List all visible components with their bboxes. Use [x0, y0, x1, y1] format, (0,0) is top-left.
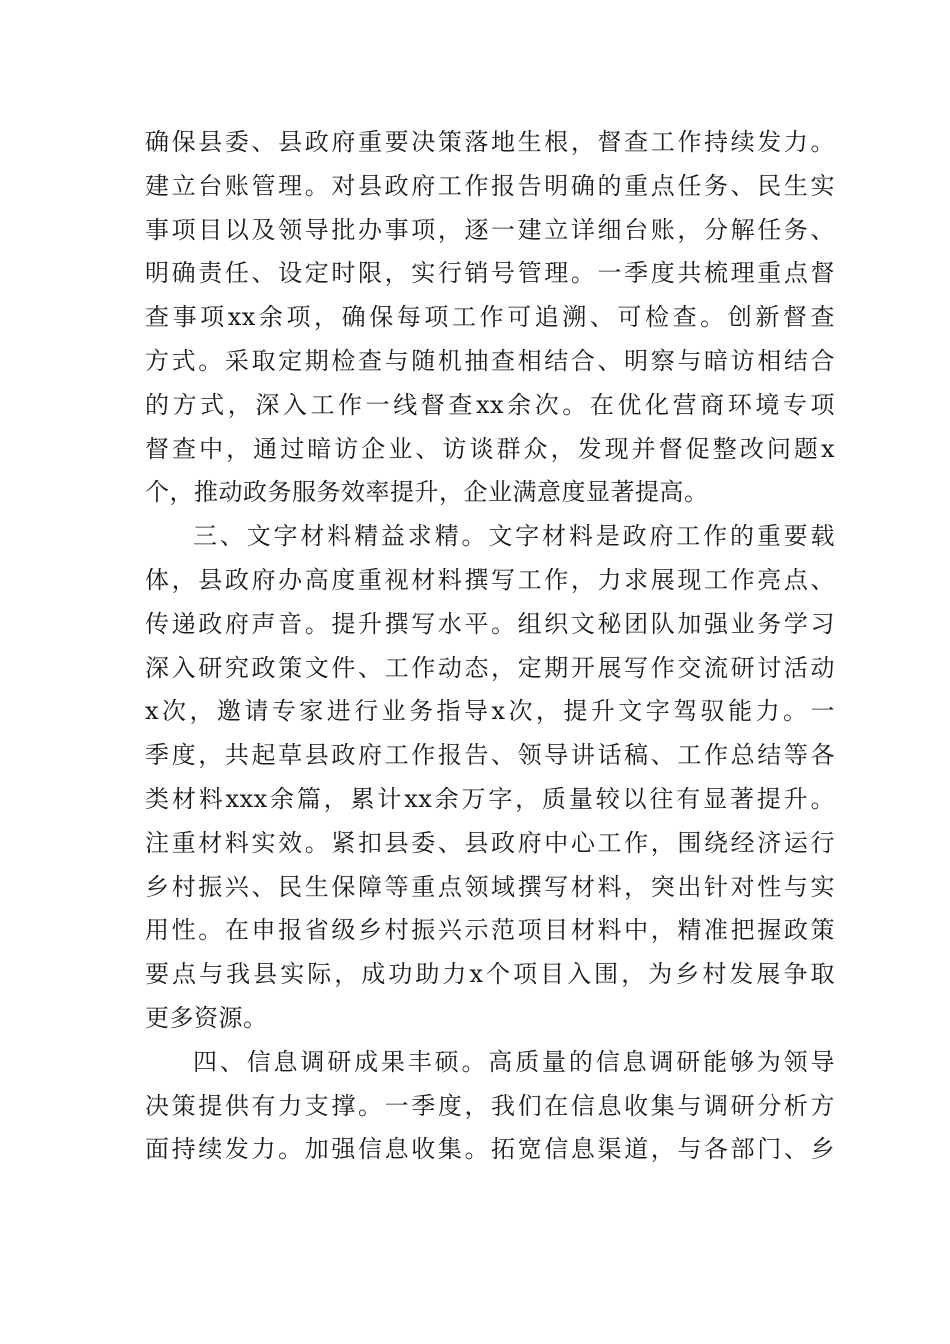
text-line: 面持续发力。加强信息收集。拓宽信息渠道，与各部门、乡	[145, 1135, 835, 1164]
text-line: 注重材料实效。紧扣县委、县政府中心工作，围绕经济运行	[145, 828, 835, 857]
text-line: 督查中，通过暗访企业、访谈群众，发现并督促整改问题x	[145, 434, 835, 463]
text-line: 体，县政府办高度重视材料撰写工作，力求展现工作亮点、	[145, 565, 835, 594]
text-line: 类材料xxx余篇，累计xx余万字，质量较以往有显著提升。	[145, 784, 835, 813]
section-heading-line: 四、信息调研成果丰硕。高质量的信息调研能够为领导	[193, 1047, 835, 1076]
text-line: 的方式，深入工作一线督查xx余次。在优化营商环境专项	[145, 390, 835, 419]
text-line: 传递政府声音。提升撰写水平。组织文秘团队加强业务学习	[145, 609, 835, 638]
text-line: x次，邀请专家进行业务指导x次，提升文字驾驭能力。一	[145, 697, 835, 726]
paragraph-supervision	[145, 121, 835, 515]
text-line: 更多资源。	[145, 1003, 268, 1032]
text-line: 明确责任、设定时限，实行销号管理。一季度共梳理重点督	[145, 259, 835, 288]
text-line: 季度，共起草县政府工作报告、领导讲话稿、工作总结等各	[145, 741, 835, 770]
document-body	[145, 121, 835, 1172]
text-line: 个，推动政务服务效率提升，企业满意度显著提高。	[145, 478, 709, 507]
text-line: 用性。在申报省级乡村振兴示范项目材料中，精准把握政策	[145, 916, 835, 945]
text-line: 确保县委、县政府重要决策落地生根，督查工作持续发力。	[145, 128, 835, 156]
text-line: 乡村振兴、民生保障等重点领域撰写材料，突出针对性与实	[145, 872, 835, 901]
text-line: 决策提供有力支撑。一季度，我们在信息收集与调研分析方	[145, 1091, 835, 1120]
section-heading-line: 三、文字材料精益求精。文字材料是政府工作的重要载	[193, 522, 835, 551]
paragraph-written-materials	[145, 515, 835, 1041]
paragraph-research	[145, 1041, 835, 1172]
text-line: 要点与我县实际，成功助力x个项目入围，为乡村发展争取	[145, 960, 835, 989]
text-line: 深入研究政策文件、工作动态，定期开展写作交流研讨活动	[145, 653, 835, 682]
text-line: 建立台账管理。对县政府工作报告明确的重点任务、民生实	[145, 171, 835, 200]
text-line: 查事项xx余项，确保每项工作可追溯、可检查。创新督查	[145, 303, 835, 332]
text-line: 事项目以及领导批办事项，逐一建立详细台账，分解任务、	[145, 215, 835, 244]
text-line: 方式。采取定期检查与随机抽查相结合、明察与暗访相结合	[145, 346, 835, 375]
